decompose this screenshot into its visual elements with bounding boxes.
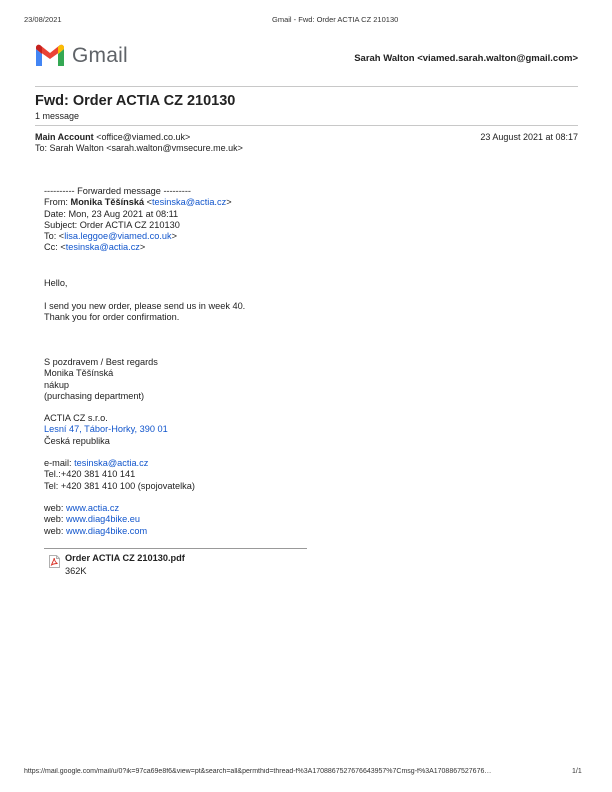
gmail-logo-text: Gmail <box>72 44 128 67</box>
signature-role: nákup <box>44 379 70 390</box>
message-from <box>35 132 190 142</box>
message-date: 23 August 2021 at 08:17 <box>480 132 578 142</box>
signature-address-link[interactable]: Lesní 47, Tábor-Horky, 390 01 <box>44 424 168 435</box>
signature-tel2: Tel: +420 381 410 100 (spojovatelka) <box>44 480 195 491</box>
message-count: 1 message <box>35 111 80 121</box>
header-divider <box>35 86 578 87</box>
signature-tel1: Tel.:+420 381 410 141 <box>44 469 136 480</box>
signature-company: ACTIA CZ s.r.o. <box>44 413 108 423</box>
body-line: I send you new order, please send us in week 40. <box>44 301 246 311</box>
signature-role-en: (purchasing department) <box>44 390 145 401</box>
web-link-diag4bike-com[interactable]: www.diag4bike.com <box>65 525 148 536</box>
forward-from-email-link[interactable]: tesinska@actia.cz <box>152 197 227 208</box>
forward-date: Date: Mon, 23 Aug 2021 at 08:11 <box>44 208 179 219</box>
web-link-diag4bike-eu[interactable]: www.diag4bike.eu <box>65 514 141 525</box>
sender-name: Main Account <box>35 132 94 142</box>
signature <box>44 357 158 402</box>
web-link-actia[interactable]: www.actia.cz <box>65 503 120 513</box>
signature-web1: web: www.actia.cz <box>44 503 120 513</box>
pdf-file-icon[interactable] <box>49 555 60 568</box>
forward-to-email-link[interactable]: lisa.leggoe@viamed.co.uk <box>64 231 172 242</box>
signature-web3: web: www.diag4bike.com <box>44 525 148 536</box>
forward-subject: Subject: Order ACTIA CZ 210130 <box>44 219 180 230</box>
sender-email: <office@viamed.co.uk> <box>96 132 191 142</box>
account-owner: Sarah Walton <viamed.sarah.walton@gmail.com> <box>354 53 578 64</box>
print-title: Gmail - Fwd: Order ACTIA CZ 210130 <box>272 15 399 24</box>
greeting: Hello, <box>44 278 68 288</box>
forward-cc: Cc: <tesinska@actia.cz> <box>44 242 146 253</box>
signature-email-link[interactable]: tesinska@actia.cz <box>74 458 149 468</box>
print-url: https://mail.google.com/mail/u/0?ik=97ca69e8f6&view=pt&search=all&permthid=thread-f%3A1708867527676643957%7Cmsg-f%3A1708867527676… <box>24 768 492 775</box>
forward-from-name: Monika Těšínská <box>70 197 145 208</box>
forward-from: From: Monika Těšínská <tesinska@actia.cz> <box>44 197 232 208</box>
forwarded-header <box>44 186 232 254</box>
attachment-size: 362K <box>65 566 87 576</box>
body-paragraph <box>44 301 245 324</box>
print-page-number: 1/1 <box>572 768 582 775</box>
signature-company-block <box>44 413 168 447</box>
forward-to: To: <lisa.leggoe@viamed.co.uk> <box>44 231 177 242</box>
subject-divider <box>35 125 578 126</box>
print-date: 23/08/2021 <box>24 15 62 24</box>
signature-name: Monika Těšínská <box>44 368 114 379</box>
forward-cc-email-link[interactable]: tesinska@actia.cz <box>65 242 140 253</box>
gmail-logo-icon[interactable] <box>34 44 66 68</box>
body-line: Thank you for order confirmation. <box>44 312 180 323</box>
signature-web2: web: www.diag4bike.eu <box>44 514 141 525</box>
forward-separator: ---------- Forwarded message --------- <box>44 186 191 196</box>
signature-web-block <box>44 503 147 537</box>
signature-contact-block <box>44 458 195 492</box>
thread-subject: Fwd: Order ACTIA CZ 210130 <box>35 93 236 109</box>
signature-email: e-mail: tesinska@actia.cz <box>44 458 149 468</box>
signature-regards: S pozdravem / Best regards <box>44 357 158 367</box>
attachment-name[interactable]: Order ACTIA CZ 210130.pdf <box>65 553 185 563</box>
message-to: To: Sarah Walton <sarah.walton@vmsecure.me.uk> <box>35 143 243 153</box>
signature-country: Česká republika <box>44 435 110 446</box>
attachment-divider <box>44 548 307 549</box>
